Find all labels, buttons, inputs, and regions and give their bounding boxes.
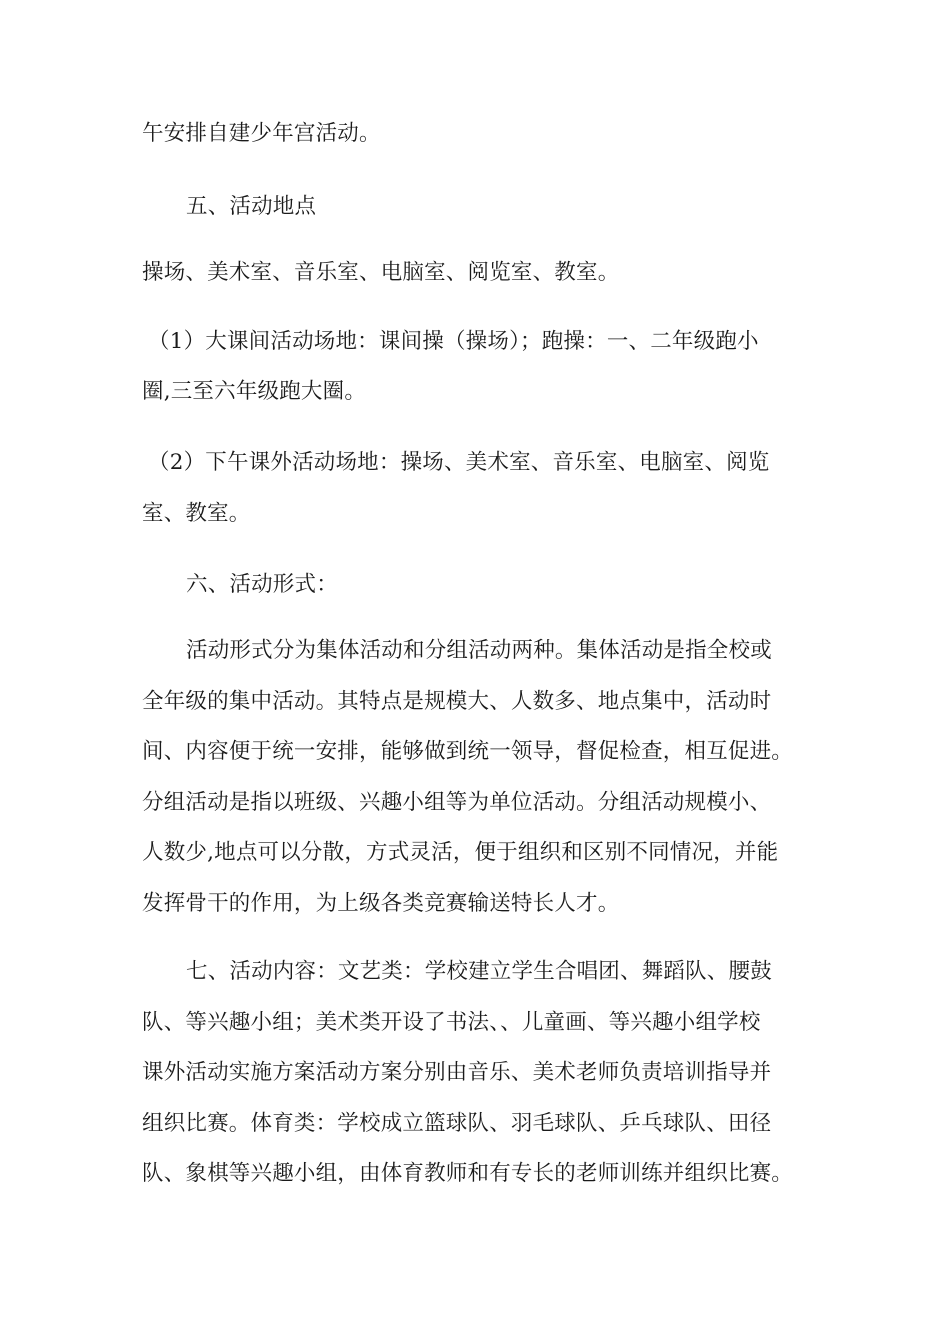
section-heading-6: 六、活动形式：: [186, 572, 338, 597]
text-line-1: 午安排自建少年宫活动。: [142, 121, 381, 146]
text-line-10: 全年级的集中活动。其特点是规模大、人数多、地点集中，活动时: [142, 689, 772, 714]
section-heading-5: 五、活动地点: [186, 194, 317, 219]
text-line-6: （2）下午课外活动场地：操场、美术室、音乐室、电脑室、阅览: [148, 450, 770, 475]
text-line-18: 组织比赛。体育类：学校成立篮球队、羽毛球队、乒乓球队、田径: [142, 1111, 772, 1136]
text-line-7: 室、教室。: [142, 501, 251, 526]
text-line-16: 队、等兴趣小组；美术类开设了书法、、儿童画、等兴趣小组学校: [142, 1010, 761, 1035]
text-line-12: 分组活动是指以班级、兴趣小组等为单位活动。分组活动规模小、: [142, 790, 772, 815]
text-line-13: 人数少,地点可以分散，方式灵活，便于组织和区别不同情况，并能: [142, 840, 779, 865]
text-line-11: 间、内容便于统一安排，能够做到统一领导，督促检查，相互促进。: [142, 739, 794, 764]
text-line-3: 操场、美术室、音乐室、电脑室、阅览室、教室。: [142, 260, 620, 285]
text-line-4: （1）大课间活动场地：课间操（操场）；跑操：一、二年级跑小: [148, 329, 759, 354]
text-line-17: 课外活动实施方案活动方案分别由音乐、美术老师负责培训指导并: [142, 1060, 772, 1085]
text-line-9: 活动形式分为集体活动和分组活动两种。集体活动是指全校或: [186, 638, 772, 663]
text-line-5: 圈,三至六年级跑大圈。: [142, 379, 367, 404]
text-line-14: 发挥骨干的作用，为上级各类竞赛输送特长人才。: [142, 891, 620, 916]
section-heading-7: 七、活动内容：文艺类：学校建立学生合唱团、舞蹈队、腰鼓: [186, 959, 772, 984]
text-line-19: 队、象棋等兴趣小组，由体育教师和有专长的老师训练并组织比赛。: [142, 1161, 794, 1186]
